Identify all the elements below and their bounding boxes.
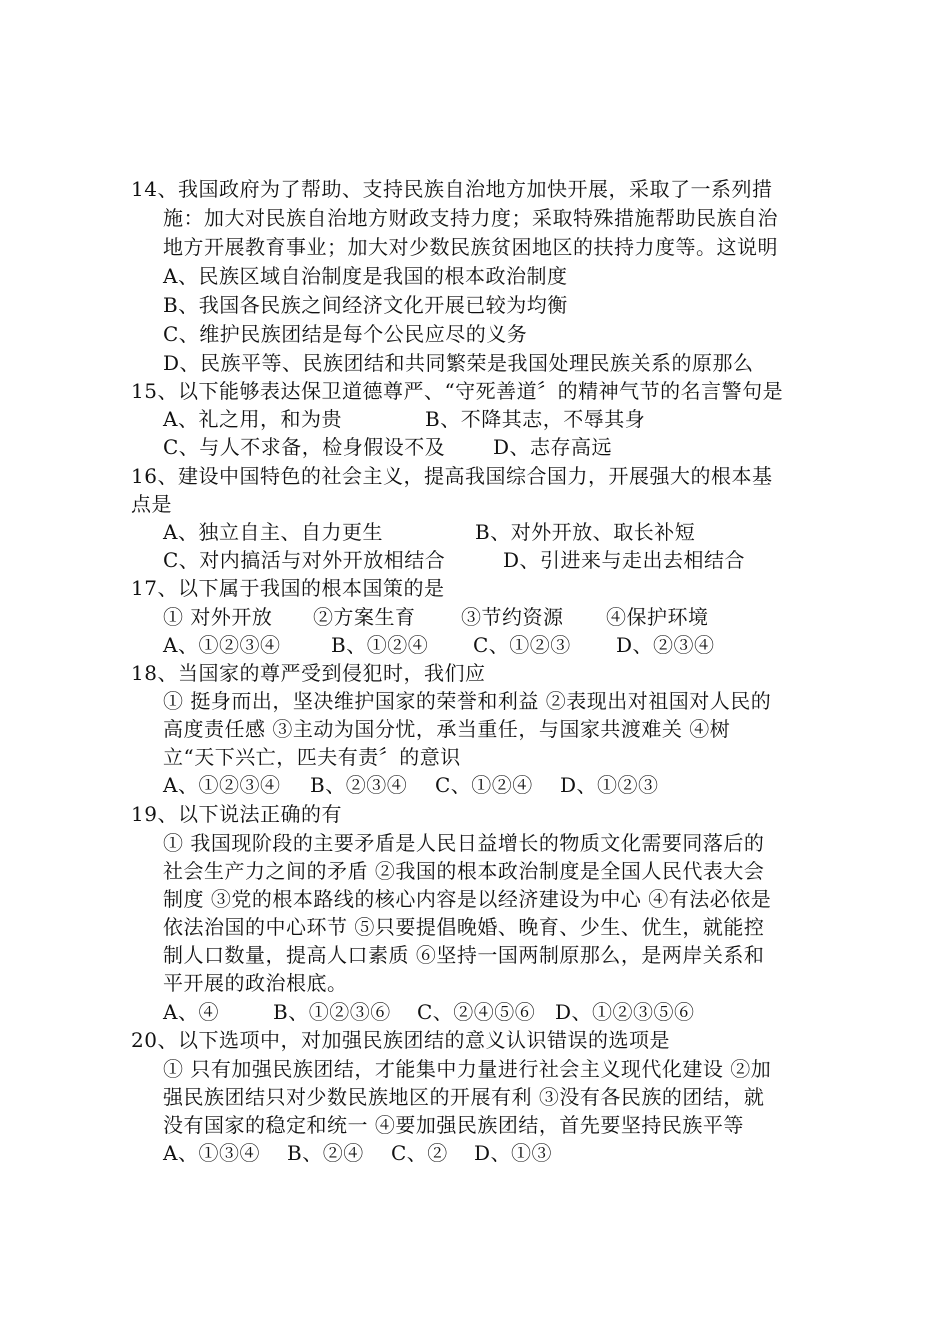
question-19-item-line-3: 制度 ③党的根本路线的核心内容是以经济建设为中心 ④有法必依是: [163, 887, 772, 911]
question-18-option-d: D、①②③: [560, 773, 659, 797]
question-18-option-c: C、①②④: [435, 773, 533, 797]
question-19-item-line-4: 依法治国的中心环节 ⑤只要提倡晚婚、晚育、少生、优生，就能控: [163, 915, 765, 939]
question-15-options-row-2: [163, 433, 612, 461]
question-14-option-c: C、维护民族团结是每个公民应尽的义务: [163, 322, 528, 346]
question-19-item-line-1: ① 我国现阶段的主要矛盾是人民日益增长的物质文化需要同落后的: [163, 831, 765, 855]
question-18-options: [163, 771, 659, 799]
question-14-option-b: B、我国各民族之间经济文化开展已较为均衡: [163, 293, 568, 317]
question-19-item-line-5: 制人口数量，提高人口素质 ⑥坚持一国两制原那么，是两岸关系和: [163, 943, 765, 967]
question-17-option-d: D、②③④: [616, 633, 715, 657]
question-18-item-line-1: ① 挺身而出，坚决维护国家的荣誉和利益 ②表现出对祖国对人民的: [163, 689, 772, 713]
question-20-option-d: D、①③: [474, 1141, 553, 1165]
question-16-option-c: C、对内搞活与对外开放相结合: [163, 548, 446, 572]
question-15-stem: 15、以下能够表达保卫道德尊严、“守死善道〞的精神气节的名言警句是: [131, 379, 784, 403]
question-14-stem-line-3: 地方开展教育事业；加大对少数民族贫困地区的扶持力度等。这说明: [163, 235, 778, 259]
question-17-option-c: C、①②③: [473, 633, 571, 657]
question-19-stem: 19、以下说法正确的有: [131, 802, 342, 826]
question-20-option-a: A、①③④: [163, 1141, 260, 1165]
question-20-option-b: B、②④: [287, 1141, 364, 1165]
question-14-option-d: D、民族平等、民族团结和共同繁荣是我国处理民族关系的原那么: [163, 351, 754, 375]
question-17-item-1: ① 对外开放: [163, 605, 273, 629]
question-14-stem-line-1: 14、我国政府为了帮助、支持民族自治地方加快开展，采取了一系列措: [131, 177, 773, 201]
question-20-item-line-1: ① 只有加强民族团结，才能集中力量进行社会主义现代化建设 ②加: [163, 1057, 772, 1081]
question-17-item-2: ②方案生育: [313, 605, 416, 629]
question-20-option-c: C、②: [391, 1141, 448, 1165]
question-19-option-a: A、④: [163, 1000, 219, 1024]
question-19-item-line-2: 社会生产力之间的矛盾 ②我国的根本政治制度是全国人民代表大会: [163, 859, 765, 883]
question-20-options: [163, 1139, 552, 1167]
question-19-item-line-6: 平开展的政治根底。: [163, 971, 348, 995]
question-20-item-line-3: 没有国家的稳定和统一 ④要加强民族团结，首先要坚持民族平等: [163, 1113, 744, 1137]
question-17-option-a: A、①②③④: [163, 633, 281, 657]
question-18-stem: 18、当国家的尊严受到侵犯时，我们应: [131, 661, 486, 685]
question-17-options: [163, 631, 715, 659]
question-16-stem-line-1: 16、建设中国特色的社会主义，提高我国综合国力，开展强大的根本基: [131, 464, 773, 488]
question-15-option-a: A、礼之用，和为贵: [163, 407, 342, 431]
question-18-option-a: A、①②③④: [163, 773, 281, 797]
question-20-item-line-2: 强民族团结只对少数民族地区的开展有利 ③没有各民族的团结，就: [163, 1085, 765, 1109]
question-16-option-a: A、独立自主、自力更生: [163, 520, 383, 544]
question-18-item-line-2: 高度责任感 ③主动为国分忧，承当重任，与国家共渡难关 ④树: [163, 717, 731, 741]
question-15-option-b: B、不降其志，不辱其身: [425, 407, 646, 431]
question-16-stem-line-2: 点是: [131, 492, 172, 516]
question-17-item-4: ④保护环境: [606, 605, 709, 629]
question-16-options-row-1: [163, 518, 695, 546]
question-16-option-b: B、对外开放、取长补短: [475, 520, 696, 544]
question-16-option-d: D、引进来与走出去相结合: [503, 548, 746, 572]
question-19-option-b: B、①②③⑥: [273, 1000, 391, 1024]
question-17-items: [163, 603, 709, 631]
question-15-option-d: D、志存高远: [493, 435, 613, 459]
question-20-stem: 20、以下选项中，对加强民族团结的意义认识错误的选项是: [131, 1028, 670, 1052]
question-14-stem-line-2: 施：加大对民族自治地方财政支持力度；采取特殊措施帮助民族自治: [163, 206, 778, 230]
question-17-item-3: ③节约资源: [461, 605, 564, 629]
question-16-options-row-2: [163, 546, 745, 574]
question-18-option-b: B、②③④: [310, 773, 408, 797]
question-19-option-c: C、②④⑤⑥: [417, 1000, 536, 1024]
question-14-option-a: A、民族区域自治制度是我国的根本政治制度: [163, 264, 568, 288]
question-17-option-b: B、①②④: [331, 633, 429, 657]
question-15-option-c: C、与人不求备，检身假设不及: [163, 435, 446, 459]
question-18-item-line-3: 立“天下兴亡，匹夫有责〞的意识: [163, 745, 461, 769]
question-19-option-d: D、①②③⑤⑥: [555, 1000, 695, 1024]
question-17-stem: 17、以下属于我国的根本国策的是: [131, 576, 445, 600]
question-19-options: [163, 998, 695, 1026]
question-15-options-row-1: [163, 405, 645, 433]
